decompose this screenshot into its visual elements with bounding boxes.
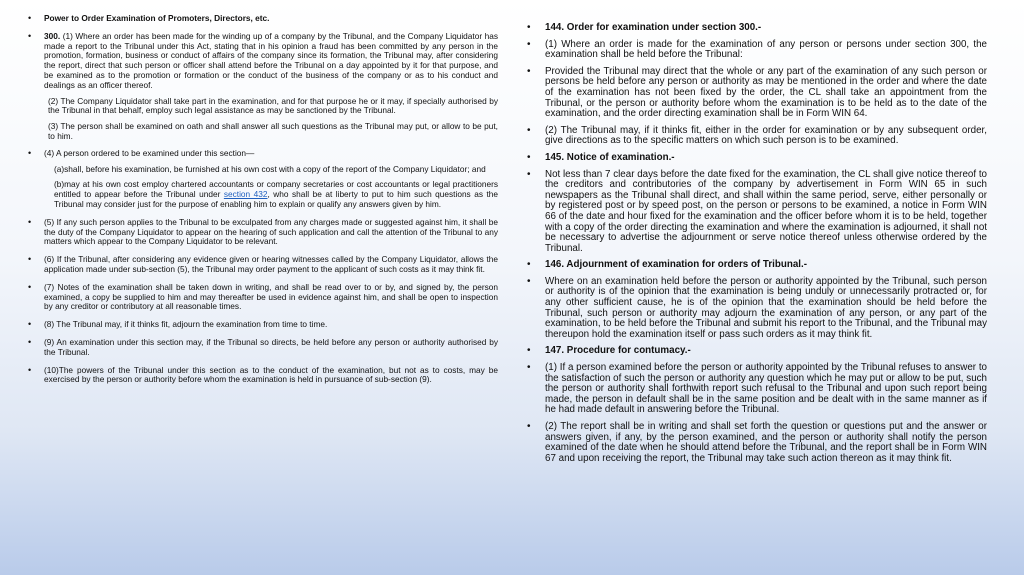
section-432-link[interactable]: section 432 [223, 189, 268, 200]
list-item-heading-145 [527, 153, 987, 164]
paragraph-text: (b)may at his own cost employ chartered accountants or company secretaries or cost accountants or legal practitioners entitled to appear before the Tribunal under [54, 179, 498, 200]
paragraph: (8) The Tribunal may, if it thinks fit, adjourn the examination from time to time. [44, 319, 328, 330]
paragraph: (6) If the Tribunal, after considering any evidence given or hearing witnesses called by the Company Liquidator, allows the application made under sub-section (5), the Tribunal may order payment to the applicant of such costs as it may think fit. [44, 254, 498, 274]
bullet-icon: • [527, 65, 531, 77]
paragraph: (3) The person shall be examined on oath and shall answer all such questions as the Tribunal may put, or allow to be put, to him. [48, 121, 498, 141]
bullet-icon: • [28, 364, 32, 375]
bullet-icon: • [527, 168, 531, 180]
paragraph: (5) If any such person applies to the Tribunal to be exculpated from any charges made or suggested against him, it shall be the duty of the Company Liquidator to appear on the hearing of such application and call the attention of the Tribunal to any matters which appear to the Company Liquidator to be relevant. [44, 216, 498, 247]
right-column [527, 23, 987, 470]
bullet-icon: • [527, 151, 531, 163]
paragraph: (1) If a person examined before the person or authority appointed by the Tribunal refuses to answer to the satisfaction of such the person or authority any question which he may put or allow to be put, such the person or authority shall forthwith report such refusal to the Tribunal and upon such report being made, the person in default shall be in the same position and be dealt with in the same manner as if he had made default in answering before the Tribunal. [545, 362, 987, 416]
list-item-heading-147 [527, 346, 987, 357]
paragraph: Provided the Tribunal may direct that the whole or any part of the examination of any such person or persons be held before any person or authority as may be mentioned in the order and where the date of the examination has not been fixed by the order, the CL shall take an appointment from the Tribunal, or the person or authority before whom the examination is to be held as to the date of the examination, and the order directing examination shall be in Form WIN 64. [545, 65, 987, 120]
paragraph: (7) Notes of the examination shall be taken down in writing, and shall be read over to or by, and signed by, the person examined, a copy be supplied to him and may thereafter be used in evidence against him, and shall be open to inspection by any creditor or contributory at all reasonable times. [44, 281, 498, 312]
list-item-s300 [28, 32, 498, 91]
bullet-icon: • [527, 421, 531, 432]
paragraph: (4) A person ordered to be examined under this section— [44, 147, 255, 158]
list-item [28, 320, 498, 330]
list-item [28, 255, 498, 275]
rule-heading: 145. Notice of examination.- [545, 151, 675, 163]
paragraph: (1) Where an order is made for the examination of any person or persons under section 300, the examination shall be held before the Tribunal: [545, 38, 987, 61]
paragraph: (2) The report shall be in writing and shall set forth the question or questions put and the answer or answers given, if any, by the person examined, and the person or authority shall notify the person examined of the date when he should attend before the Tribunal, and the report shall be in Form WIN 67 and upon receiving the report, the Tribunal may take such action thereon as it may think fit. [545, 421, 987, 464]
list-item [527, 126, 987, 147]
rule-heading: 144. Order for examination under section 300.- [545, 22, 762, 33]
list-item [527, 40, 987, 61]
list-item-heading-146 [527, 260, 987, 271]
bullet-icon: • [28, 254, 32, 265]
bullet-icon: • [28, 30, 32, 41]
bullet-icon: • [28, 281, 32, 292]
paragraph: (1) Where an order has been made for the winding up of a company by the Tribunal, and the Company Liquidator has made a report to the Tribunal under this Act, stating that in his opinion a fraud has been committed by any person in the promotion, formation, business or conduct of affairs of the company since its formation, the Tribunal may, after considering the report, direct that such person or officer shall attend before the Tribunal on a day appointed by it for that purpose, and be examined as to the promotion or formation or the conduct of the business of the company or as to his conduct and dealings as an officer thereof. [44, 30, 498, 90]
rule-heading: 146. Adjournment of examination for orders of Tribunal.- [545, 259, 808, 271]
list-item-heading-144 [527, 23, 987, 34]
paragraph [28, 180, 498, 209]
paragraph: (2) The Tribunal may, if it thinks fit, either in the order for examination or by any subsequent order, give directions as to the specific matters on which such person is to be examined. [545, 124, 987, 147]
bullet-icon: • [28, 216, 32, 227]
rule-heading: 147. Procedure for contumacy.- [545, 345, 691, 357]
left-column [28, 14, 498, 393]
bullet-icon: • [28, 336, 32, 347]
paragraph: (10)The powers of the Tribunal under this section as to the conduct of the examination, but not as to costs, may be exercised by the person or authority before whom the examination is held in pursuance of sub-section (9). [44, 364, 498, 385]
list-item [527, 363, 987, 416]
paragraph: (a)shall, before his examination, be furnished at his own cost with a copy of the report of the Company Liquidator; and [54, 163, 486, 174]
bullet-icon: • [28, 319, 32, 330]
section-number: 300. [44, 30, 61, 41]
list-item [28, 338, 498, 358]
paragraph: Not less than 7 clear days before the date fixed for the examination, the CL shall give notice thereof to the creditors and contributories of the company by advertisement in Form WIN 65 in such newspapers as the Tribunal shall direct, and shall within the same period, serve, either personally or by registered post or by speed post, on the person or persons to be examined, a notice in Form WIN 66 of the date and hour fixed for the examination and the officer before whom it is to be held, together with a copy of the order directing the examination and where the examination is adjourned, it shall not be necessary to advertise the adjournment or serve notice thereof unless otherwise ordered by the Tribunal. [545, 168, 987, 254]
list-item [527, 67, 987, 120]
paragraph-text: , who shall be at liberty to put to him such questions as the Tribunal may consider just for the purpose of enabling him to explain or qualify any answers given by him. [54, 189, 499, 209]
bullet-icon: • [527, 259, 531, 271]
bullet-icon: • [527, 362, 531, 374]
bullet-icon: • [527, 275, 531, 287]
bullet-icon: • [527, 22, 531, 33]
bullet-icon: • [28, 147, 32, 158]
list-item-title [28, 14, 498, 24]
bullet-icon: • [527, 38, 531, 50]
list-item [527, 277, 987, 341]
bullet-icon: • [527, 345, 531, 357]
list-item [527, 422, 987, 464]
list-item [28, 218, 498, 247]
section-title: Power to Order Examination of Promoters, Directors, etc. [44, 13, 270, 23]
list-item [28, 366, 498, 386]
paragraph: Where on an examination held before the person or authority appointed by the Tribunal, such person or authority is of the opinion that the examination is being unduly or unnecessarily protracted or, for any other sufficient cause, he is of the opinion that the examination should be held before the Tribunal, such person or authority may adjourn the examination of any person, or any part of the examination, to be held before the Tribunal and submit his report to the Tribunal, and the Tribunal may thereupon hold the examination itself or pass such orders as it may think fit. [545, 275, 987, 340]
list-item [527, 170, 987, 255]
bullet-icon: • [527, 124, 531, 136]
paragraph: (9) An examination under this section may, if the Tribunal so directs, be held before any person or authority authorised by the Tribunal. [44, 336, 498, 357]
list-item [28, 283, 498, 312]
list-item [28, 149, 498, 159]
bullet-icon: • [28, 13, 32, 23]
paragraph: (2) The Company Liquidator shall take part in the examination, and for that purpose he or it may, if specially authorised by the Tribunal in that behalf, employ such legal assistance as may be sanctioned by the Tribunal. [48, 95, 498, 116]
